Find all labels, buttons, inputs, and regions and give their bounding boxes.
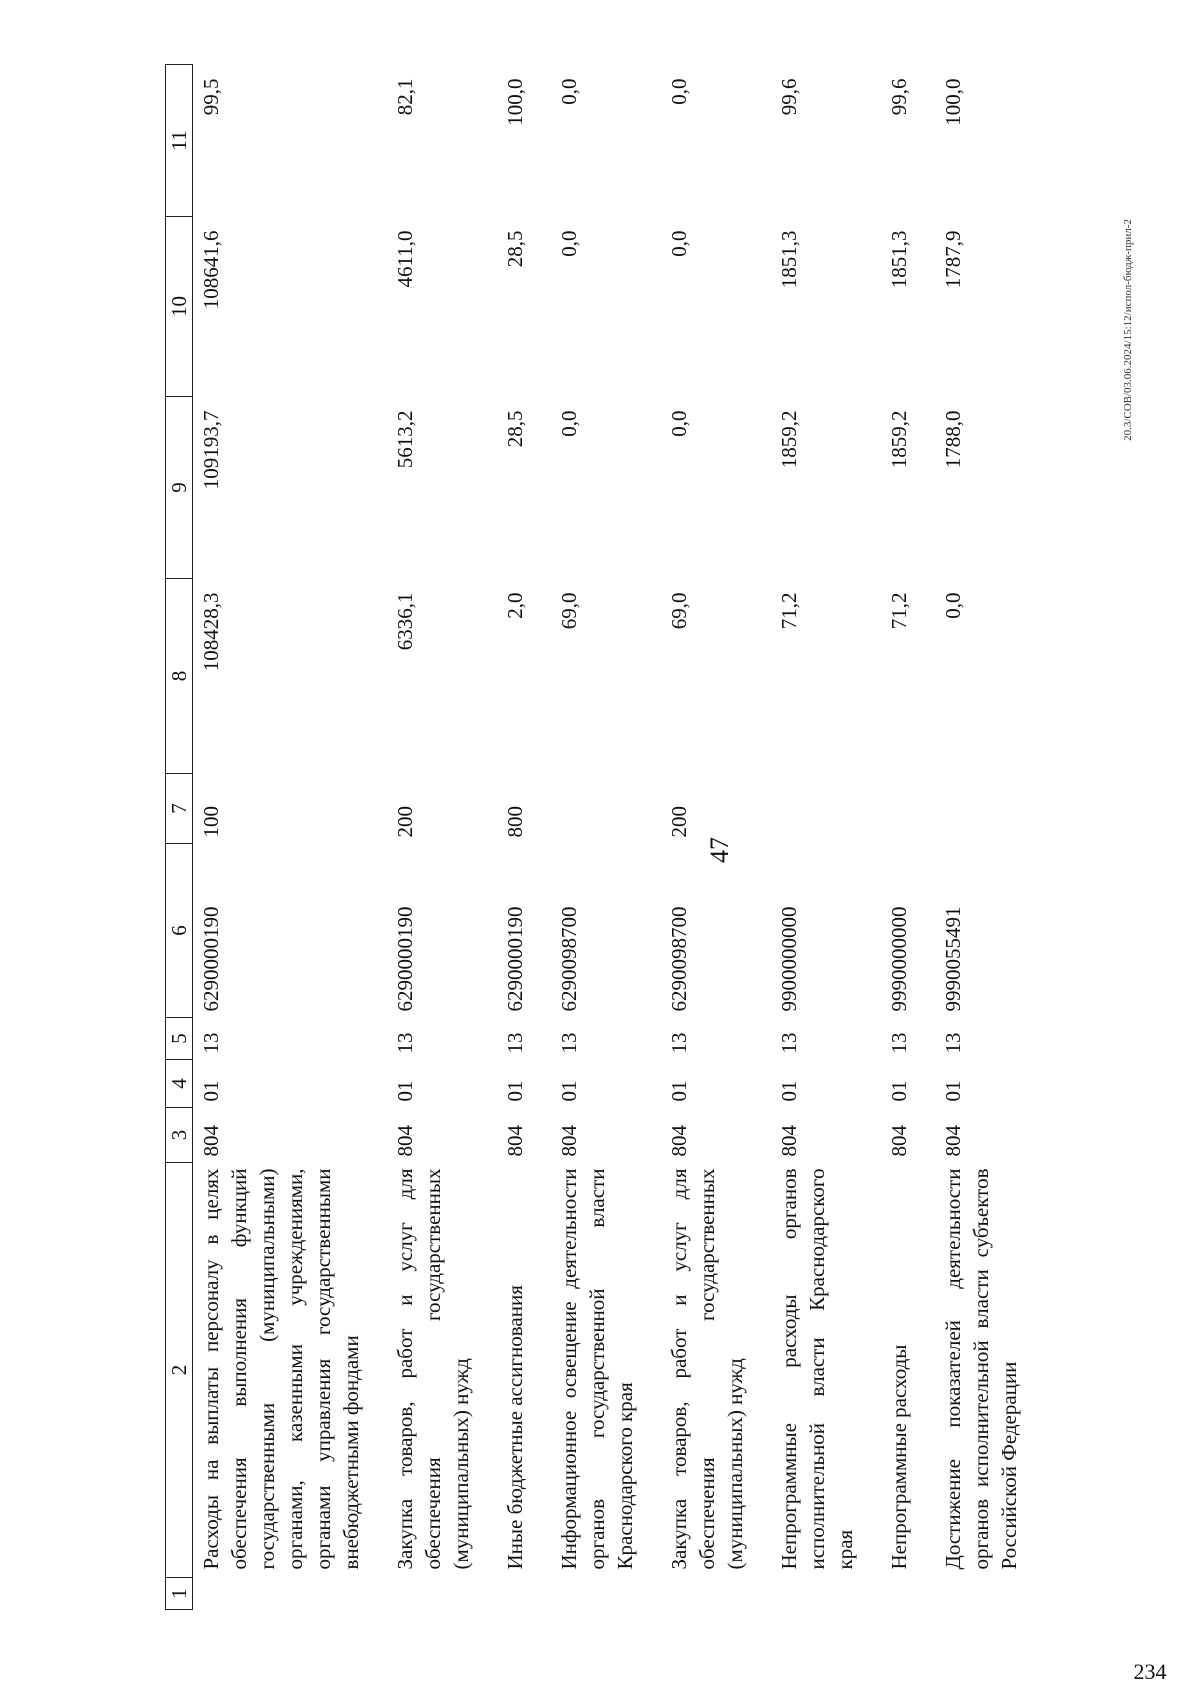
header-col-5: 5	[166, 1018, 193, 1060]
page-number-bottom: 234	[1133, 1659, 1167, 1684]
cell-col-8: 108428,3	[199, 592, 223, 672]
header-col-3: 3	[166, 1108, 193, 1163]
cell-col-9: 0,0	[557, 410, 581, 437]
cell-podrazdel: 13	[887, 1032, 911, 1054]
cell-target-article: 6290098700	[557, 906, 581, 1012]
cell-col-10: 28,5	[503, 230, 527, 268]
header-col-6: 6	[166, 844, 193, 1018]
row-name: Непрограммные расходы	[887, 1344, 911, 1570]
file-stamp: 20.3/СОВ/03.06.2024/15:12/испол-бюдж-прил-2	[1122, 219, 1134, 441]
cell-podrazdel: 13	[777, 1032, 801, 1054]
cell-col-9: 1859,2	[777, 410, 801, 469]
cell-vedomstvo: 804	[777, 1125, 801, 1157]
table-row	[661, 65, 771, 1610]
header-col-11: 11	[166, 65, 193, 217]
cell-col-8: 0,0	[941, 592, 965, 619]
cell-vedomstvo: 804	[667, 1125, 691, 1157]
cell-podrazdel: 13	[557, 1032, 581, 1054]
cell-vedomstvo: 804	[887, 1125, 911, 1157]
cell-expense-type	[771, 774, 881, 844]
cell-col-10: 1851,3	[777, 230, 801, 289]
header-col-9: 9	[166, 397, 193, 579]
table-row	[193, 65, 388, 1610]
cell-col-11: 100,0	[941, 78, 965, 126]
cell-razdel: 01	[941, 1080, 965, 1102]
budget-table	[165, 64, 1045, 1610]
cell-expense-type	[551, 774, 661, 844]
row-index-cell	[935, 1578, 1045, 1610]
cell-col-11: 100,0	[503, 78, 527, 126]
table-row	[935, 65, 1045, 1610]
cell-col-8: 71,2	[777, 592, 801, 630]
cell-razdel: 01	[887, 1080, 911, 1102]
row-index-cell	[387, 1578, 497, 1610]
cell-col-8: 2,0	[503, 592, 527, 619]
cell-col-10: 0,0	[557, 230, 581, 257]
row-index-cell	[551, 1578, 661, 1610]
cell-col-8: 71,2	[887, 592, 911, 630]
header-col-4: 4	[166, 1060, 193, 1108]
cell-target-article: 9990055491	[941, 906, 965, 1012]
cell-target-article: 6290098700	[667, 906, 691, 1012]
cell-podrazdel: 13	[667, 1032, 691, 1054]
cell-col-8: 69,0	[557, 592, 581, 630]
cell-col-10: 108641,6	[199, 230, 223, 310]
cell-expense-type: 100	[199, 806, 223, 838]
cell-target-article: 6290000190	[503, 906, 527, 1012]
cell-target-article: 9990000000	[887, 906, 911, 1012]
cell-vedomstvo: 804	[393, 1125, 417, 1157]
cell-vedomstvo: 804	[941, 1125, 965, 1157]
cell-col-11: 0,0	[667, 78, 691, 105]
cell-vedomstvo: 804	[503, 1125, 527, 1157]
cell-podrazdel: 13	[503, 1032, 527, 1054]
cell-col-9: 1788,0	[941, 410, 965, 469]
cell-razdel: 01	[503, 1080, 527, 1102]
cell-podrazdel: 13	[393, 1032, 417, 1054]
cell-vedomstvo: 804	[557, 1125, 581, 1157]
cell-col-9: 1859,2	[887, 410, 911, 469]
cell-razdel: 01	[393, 1080, 417, 1102]
cell-razdel: 01	[557, 1080, 581, 1102]
row-index-cell	[881, 1578, 935, 1610]
cell-col-9: 109193,7	[199, 410, 223, 490]
cell-podrazdel: 13	[941, 1032, 965, 1054]
cell-target-article: 9900000000	[777, 906, 801, 1012]
cell-col-8: 69,0	[667, 592, 691, 630]
row-index-cell	[771, 1578, 881, 1610]
header-row	[166, 65, 193, 1610]
header-col-10: 10	[166, 217, 193, 397]
cell-col-8: 6336,1	[393, 592, 417, 651]
row-name: Закупка товаров, работ и услуг для обеспечения государственных (муниципальных) нужд	[667, 1168, 747, 1570]
row-index-cell	[497, 1578, 551, 1610]
row-index-cell	[193, 1578, 388, 1610]
cell-vedomstvo: 804	[199, 1125, 223, 1157]
cell-col-11: 99,5	[199, 78, 223, 116]
cell-col-9: 5613,2	[393, 410, 417, 469]
table-row	[881, 65, 935, 1610]
header-col-1: 1	[166, 1578, 193, 1610]
cell-col-11: 82,1	[393, 78, 417, 116]
cell-target-article: 6290000190	[199, 906, 223, 1012]
row-name: Достижение показателей деятельности органов исполнительной власти субъектов Российской Федерации	[941, 1168, 1021, 1570]
cell-razdel: 01	[777, 1080, 801, 1102]
table-row	[771, 65, 881, 1610]
cell-expense-type: 200	[667, 806, 691, 838]
cell-col-10: 1851,3	[887, 230, 911, 289]
cell-expense-type	[935, 774, 1045, 844]
cell-col-10: 4611,0	[393, 230, 417, 288]
cell-razdel: 01	[667, 1080, 691, 1102]
header-col-7: 7	[166, 774, 193, 844]
table-row	[497, 65, 551, 1610]
cell-col-10: 1787,9	[941, 230, 965, 289]
row-name: Информационное освещение деятельности органов государственной власти Краснодарского края	[557, 1168, 637, 1570]
rotated-table-container	[165, 65, 1175, 1610]
row-name: Непрограммные расходы органов исполнительной власти Краснодарского края	[777, 1168, 857, 1570]
header-col-2: 2	[166, 1163, 193, 1578]
table-row	[551, 65, 661, 1610]
cell-col-11: 99,6	[887, 78, 911, 116]
cell-col-11: 0,0	[557, 78, 581, 105]
page-number-top: 47	[705, 837, 734, 863]
cell-col-11: 99,6	[777, 78, 801, 116]
cell-razdel: 01	[199, 1080, 223, 1102]
cell-col-9: 28,5	[503, 410, 527, 448]
header-col-8: 8	[166, 579, 193, 774]
cell-expense-type: 800	[503, 806, 527, 838]
cell-podrazdel: 13	[199, 1032, 223, 1054]
cell-expense-type	[881, 774, 935, 844]
row-name: Иные бюджетные ассигнования	[503, 1285, 527, 1570]
cell-col-9: 0,0	[667, 410, 691, 437]
cell-col-10: 0,0	[667, 230, 691, 257]
row-name: Расходы на выплаты персоналу в целях обеспечения выполнения функций государственными (муниципальными) органами, казенными учреждениями, органами управления государственными внебюджетными фондами	[199, 1168, 363, 1570]
cell-target-article: 6290000190	[393, 906, 417, 1012]
row-name: Закупка товаров, работ и услуг для обеспечения государственных (муниципальных) нужд	[393, 1168, 473, 1570]
row-index-cell	[661, 1578, 771, 1610]
cell-expense-type: 200	[393, 806, 417, 838]
table-row	[387, 65, 497, 1610]
